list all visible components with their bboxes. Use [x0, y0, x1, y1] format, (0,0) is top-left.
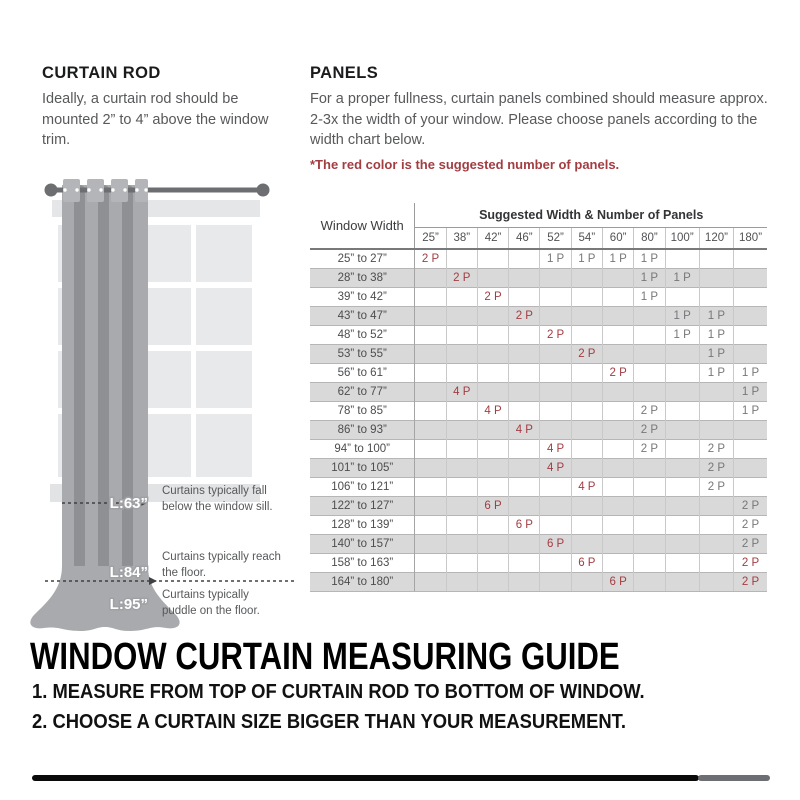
panel-count-cell [540, 572, 571, 591]
panel-count-cell [634, 363, 665, 382]
panel-count-cell [446, 496, 477, 515]
panel-count-cell [571, 382, 602, 401]
panel-count-cell: 2 P [509, 306, 540, 325]
panel-count-cell: 4 P [571, 477, 602, 496]
panel-count-cell [571, 306, 602, 325]
panel-count-cell [540, 287, 571, 306]
window-width-cell: 62” to 77” [310, 382, 415, 401]
curtain-pleats [74, 185, 133, 581]
window-width-cell: 101” to 105” [310, 458, 415, 477]
panel-count-cell: 2 P [634, 420, 665, 439]
panel-count-cell [602, 401, 633, 420]
panel-count-cell [415, 306, 446, 325]
panel-count-cell [415, 363, 446, 382]
panel-count-cell [415, 572, 446, 591]
panel-count-cell [477, 325, 508, 344]
bottom-rod-black-segment [32, 775, 699, 781]
panel-count-cell [571, 325, 602, 344]
panel-count-cell [634, 572, 665, 591]
panel-count-cell [699, 287, 733, 306]
panel-count-cell [571, 420, 602, 439]
panel-count-cell [415, 534, 446, 553]
bottom-rod-gray-segment [698, 775, 770, 781]
table-row [310, 325, 767, 344]
panel-count-cell [477, 420, 508, 439]
panel-count-cell [509, 268, 540, 287]
panel-count-cell [634, 553, 665, 572]
panel-count-cell [602, 439, 633, 458]
panel-count-cell [415, 401, 446, 420]
panel-count-cell: 2 P [734, 496, 767, 515]
panel-count-cell [415, 553, 446, 572]
panel-count-cell [634, 344, 665, 363]
panel-count-cell [509, 553, 540, 572]
panel-count-cell [571, 572, 602, 591]
instruction-steps [32, 681, 698, 741]
panel-count-cell: 1 P [634, 268, 665, 287]
panel-count-cell [446, 477, 477, 496]
panel-count-cell [477, 458, 508, 477]
annotation-below-sill: Curtains typically fall below the window sill. [162, 485, 273, 514]
panel-count-cell: 1 P [699, 344, 733, 363]
panel-count-cell: 6 P [571, 553, 602, 572]
panel-count-cell [446, 534, 477, 553]
size-column-header: 180” [734, 227, 767, 249]
window-width-cell: 78” to 85” [310, 401, 415, 420]
panel-count-cell: 1 P [665, 268, 699, 287]
panel-count-cell: 2 P [734, 515, 767, 534]
panel-count-cell [602, 534, 633, 553]
table-row [310, 249, 767, 268]
panel-count-cell: 1 P [699, 363, 733, 382]
window-width-cell: 28” to 38” [310, 268, 415, 287]
panel-count-cell: 2 P [571, 344, 602, 363]
curtain-rod-body: Ideally, a curtain rod should be mounted 2” to 4” above the window trim. [42, 91, 269, 149]
panel-count-cell [477, 572, 508, 591]
panel-count-cell [446, 287, 477, 306]
panel-count-cell [415, 344, 446, 363]
panels-heading: PANELS [310, 64, 379, 82]
panel-count-cell [446, 420, 477, 439]
window-width-header: Window Width [310, 203, 415, 249]
curtain-rod-section [42, 64, 282, 151]
panel-count-cell [602, 382, 633, 401]
panel-count-cell [571, 268, 602, 287]
panel-count-cell: 6 P [602, 572, 633, 591]
panel-count-cell [571, 287, 602, 306]
panel-count-cell: 1 P [634, 287, 665, 306]
panel-count-cell: 1 P [699, 306, 733, 325]
panel-count-cell [734, 477, 767, 496]
size-column-header: 60” [602, 227, 633, 249]
panel-count-cell [415, 287, 446, 306]
panel-count-cell [699, 382, 733, 401]
panel-count-cell [634, 382, 665, 401]
panel-count-cell: 2 P [699, 477, 733, 496]
panel-count-cell: 1 P [540, 249, 571, 268]
table-row [310, 572, 767, 591]
panel-count-cell: 2 P [634, 401, 665, 420]
window-width-cell: 94” to 100” [310, 439, 415, 458]
panel-count-cell [634, 325, 665, 344]
panel-count-cell [699, 515, 733, 534]
panel-count-cell [734, 458, 767, 477]
panel-count-cell: 1 P [665, 306, 699, 325]
panel-count-cell [602, 515, 633, 534]
panel-count-cell: 1 P [571, 249, 602, 268]
window-width-cell: 128” to 139” [310, 515, 415, 534]
panel-count-cell [509, 572, 540, 591]
panels-section [310, 64, 770, 172]
table-row [310, 344, 767, 363]
panel-table [310, 203, 767, 592]
panel-count-cell [734, 439, 767, 458]
panel-count-cell [477, 344, 508, 363]
panel-count-cell [734, 268, 767, 287]
panel-count-cell [665, 496, 699, 515]
panel-count-cell [665, 344, 699, 363]
panel-count-cell [540, 401, 571, 420]
panel-count-cell [477, 382, 508, 401]
window-width-cell: 39” to 42” [310, 287, 415, 306]
panel-count-cell [665, 363, 699, 382]
panel-count-cell [699, 268, 733, 287]
window-width-cell: 122” to 127” [310, 496, 415, 515]
panel-count-cell [699, 553, 733, 572]
panel-count-cell [415, 458, 446, 477]
table-row [310, 496, 767, 515]
panel-count-cell [477, 439, 508, 458]
size-column-header: 38” [446, 227, 477, 249]
panel-count-cell: 4 P [446, 382, 477, 401]
panel-count-cell [446, 306, 477, 325]
panel-count-cell [665, 382, 699, 401]
panel-count-cell [699, 401, 733, 420]
panel-count-cell [477, 515, 508, 534]
panel-count-cell [602, 268, 633, 287]
panels-body: For a proper fullness, curtain panels combined should measure approx. 2-3x the width of your window. Please choose panels according to the width chart below. [310, 91, 768, 149]
panel-count-cell [665, 477, 699, 496]
panel-count-cell [509, 477, 540, 496]
annotation-puddle-floor: Curtains typically puddle on the floor. [162, 589, 260, 618]
panel-count-cell [734, 344, 767, 363]
panel-count-cell [571, 515, 602, 534]
window-width-cell: 53” to 55” [310, 344, 415, 363]
panel-count-cell [571, 496, 602, 515]
panel-count-cell: 6 P [477, 496, 508, 515]
curtain-puddle [30, 566, 179, 631]
panel-count-cell [446, 439, 477, 458]
panel-count-cell [571, 439, 602, 458]
table-row [310, 363, 767, 382]
panel-count-cell [734, 420, 767, 439]
panel-count-cell [602, 306, 633, 325]
panel-count-cell [540, 553, 571, 572]
panel-count-cell: 4 P [477, 401, 508, 420]
window-width-cell: 158” to 163” [310, 553, 415, 572]
panel-count-cell: 2 P [734, 534, 767, 553]
panel-count-cell [634, 534, 665, 553]
panel-count-cell [540, 306, 571, 325]
panel-count-cell [734, 325, 767, 344]
panel-count-cell [571, 458, 602, 477]
panel-count-cell [540, 496, 571, 515]
panel-count-cell: 1 P [634, 249, 665, 268]
panel-count-cell: 4 P [509, 420, 540, 439]
window-width-cell: 86” to 93” [310, 420, 415, 439]
panel-count-cell [665, 534, 699, 553]
window-width-cell: 106” to 121” [310, 477, 415, 496]
panel-count-cell [446, 458, 477, 477]
length-label-84: L:84” [109, 564, 148, 581]
panel-count-cell: 2 P [602, 363, 633, 382]
size-column-header: 25” [415, 227, 446, 249]
table-row [310, 534, 767, 553]
panel-count-cell [446, 515, 477, 534]
panel-count-cell [602, 420, 633, 439]
panel-count-cell [446, 363, 477, 382]
bottom-rod-graphic [32, 775, 770, 781]
panel-count-cell [477, 306, 508, 325]
panel-count-cell [477, 553, 508, 572]
panel-count-cell [415, 325, 446, 344]
panel-count-cell [415, 496, 446, 515]
panel-count-cell [446, 401, 477, 420]
panel-count-cell [540, 363, 571, 382]
panel-count-cell [634, 458, 665, 477]
panel-count-cell [509, 496, 540, 515]
panel-count-cell [602, 287, 633, 306]
step-2: 2. CHOOSE A CURTAIN SIZE BIGGER THAN YOUR MEASUREMENT. [32, 711, 626, 733]
panel-count-cell: 1 P [665, 325, 699, 344]
table-row [310, 268, 767, 287]
panel-count-cell [699, 534, 733, 553]
panel-count-cell [734, 287, 767, 306]
panel-count-cell [602, 496, 633, 515]
window-width-cell: 43” to 47” [310, 306, 415, 325]
panel-count-cell: 2 P [699, 458, 733, 477]
window-width-cell: 25” to 27” [310, 249, 415, 268]
panel-count-cell: 2 P [477, 287, 508, 306]
panel-count-cell [446, 325, 477, 344]
table-row [310, 382, 767, 401]
panel-count-cell [477, 534, 508, 553]
panel-count-cell [415, 477, 446, 496]
panel-count-cell [415, 420, 446, 439]
panel-count-cell: 1 P [734, 382, 767, 401]
panel-count-cell [602, 458, 633, 477]
panel-count-cell [571, 534, 602, 553]
panel-count-cell: 2 P [415, 249, 446, 268]
table-row [310, 477, 767, 496]
panel-count-cell [446, 344, 477, 363]
table-row [310, 553, 767, 572]
panel-count-cell [509, 325, 540, 344]
window-width-cell: 48” to 52” [310, 325, 415, 344]
rod-finial-left [45, 184, 58, 197]
panel-count-cell [665, 572, 699, 591]
panel-count-cell [665, 515, 699, 534]
table-row [310, 401, 767, 420]
length-label-95: L:95” [109, 596, 148, 613]
suggested-width-header: Suggested Width & Number of Panels [415, 203, 767, 227]
table-row [310, 287, 767, 306]
window-width-cell: 56” to 61” [310, 363, 415, 382]
panel-count-cell [509, 249, 540, 268]
panel-count-cell [477, 363, 508, 382]
size-column-header: 52” [540, 227, 571, 249]
panel-count-cell [571, 363, 602, 382]
panel-count-cell: 1 P [602, 249, 633, 268]
annotation-reach-floor: Curtains typically reach the floor. [162, 551, 281, 580]
panel-count-cell: 4 P [540, 458, 571, 477]
size-column-header: 42” [477, 227, 508, 249]
panel-count-cell [509, 458, 540, 477]
panel-count-cell [509, 382, 540, 401]
panel-count-cell [699, 496, 733, 515]
curtain-illustration [18, 168, 310, 638]
panel-count-cell [540, 268, 571, 287]
panel-count-cell: 6 P [509, 515, 540, 534]
panel-count-cell: 2 P [734, 553, 767, 572]
panel-count-cell [634, 306, 665, 325]
table-row [310, 515, 767, 534]
panel-count-cell [665, 439, 699, 458]
length-label-63: L:63” [109, 495, 148, 512]
red-color-note: *The red color is the suggested number of panels. [310, 156, 620, 172]
panel-count-cell [734, 306, 767, 325]
size-column-header: 54” [571, 227, 602, 249]
panel-count-cell [446, 553, 477, 572]
panel-count-cell [415, 268, 446, 287]
panel-count-cell: 4 P [540, 439, 571, 458]
size-column-header: 80” [634, 227, 665, 249]
panel-count-cell [477, 268, 508, 287]
panel-count-cell [509, 363, 540, 382]
size-column-header: 120” [699, 227, 733, 249]
table-row [310, 306, 767, 325]
panel-count-cell [734, 249, 767, 268]
panel-count-cell [509, 287, 540, 306]
panel-count-cell [415, 515, 446, 534]
curtain-rod-heading: CURTAIN ROD [42, 64, 161, 82]
size-column-header: 100” [665, 227, 699, 249]
arrowhead-84 [149, 577, 157, 585]
panel-count-cell [540, 382, 571, 401]
panel-count-cell [602, 325, 633, 344]
panel-table-wrap [310, 203, 767, 592]
panel-count-cell [540, 515, 571, 534]
rod-finial-right [257, 184, 270, 197]
panel-count-cell [665, 249, 699, 268]
panel-count-cell [699, 420, 733, 439]
panel-count-cell [446, 249, 477, 268]
panel-count-cell [446, 572, 477, 591]
panel-count-cell [634, 496, 665, 515]
panel-count-cell [509, 344, 540, 363]
window-width-cell: 164” to 180” [310, 572, 415, 591]
panel-count-cell [509, 401, 540, 420]
panel-count-cell: 2 P [634, 439, 665, 458]
panel-count-cell [602, 477, 633, 496]
panel-count-cell [415, 382, 446, 401]
panel-count-cell: 2 P [446, 268, 477, 287]
panel-count-cell [540, 420, 571, 439]
table-row [310, 439, 767, 458]
table-row [310, 420, 767, 439]
panel-count-cell [509, 439, 540, 458]
panel-count-cell [602, 553, 633, 572]
panel-count-cell [540, 477, 571, 496]
panel-count-cell [540, 344, 571, 363]
panel-count-cell [415, 439, 446, 458]
panel-count-cell [634, 515, 665, 534]
panel-count-cell [477, 477, 508, 496]
panel-count-cell: 2 P [540, 325, 571, 344]
window-width-cell: 140” to 157” [310, 534, 415, 553]
panel-count-cell: 2 P [734, 572, 767, 591]
panel-count-cell [634, 477, 665, 496]
panel-count-cell [477, 249, 508, 268]
step-1: 1. MEASURE FROM TOP OF CURTAIN ROD TO BOTTOM OF WINDOW. [32, 681, 645, 703]
panel-count-cell: 1 P [734, 363, 767, 382]
panel-count-cell: 6 P [540, 534, 571, 553]
panel-count-cell [665, 420, 699, 439]
panel-count-cell: 2 P [699, 439, 733, 458]
panel-count-cell [571, 401, 602, 420]
panel-count-cell [699, 249, 733, 268]
size-column-header: 46” [509, 227, 540, 249]
panel-count-cell [699, 572, 733, 591]
panel-count-cell: 1 P [699, 325, 733, 344]
panel-count-cell [509, 534, 540, 553]
panel-count-cell [665, 401, 699, 420]
panel-count-cell [665, 287, 699, 306]
page-title: WINDOW CURTAIN MEASURING GUIDE [30, 636, 620, 678]
table-row [310, 458, 767, 477]
panel-count-cell [602, 344, 633, 363]
panel-count-cell [665, 553, 699, 572]
panel-count-cell [665, 458, 699, 477]
panel-count-cell: 1 P [734, 401, 767, 420]
